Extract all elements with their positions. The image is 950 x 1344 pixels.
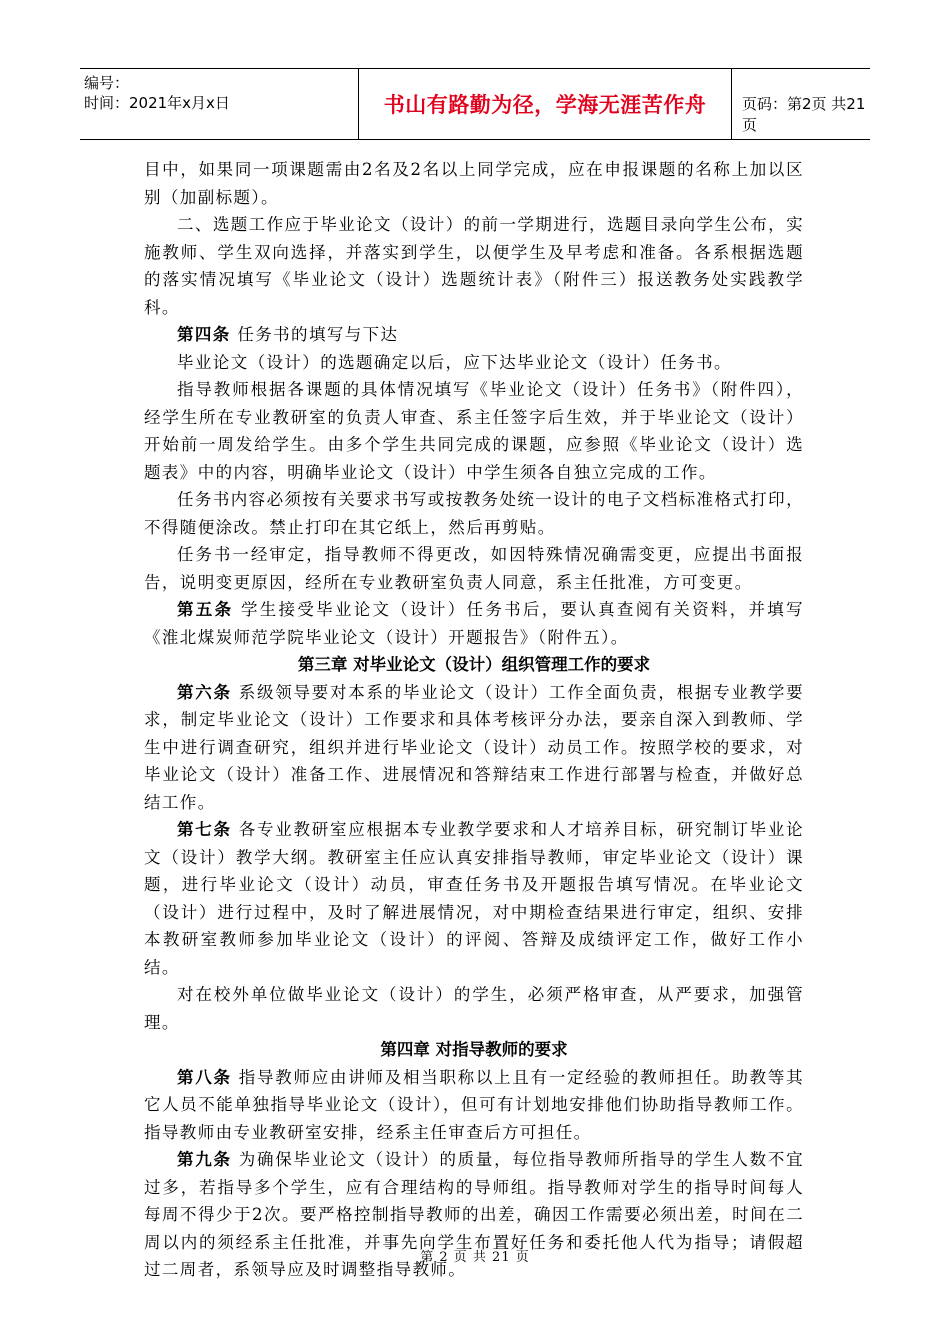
article-title: 第九条 bbox=[177, 1150, 232, 1169]
header-number-label: 编号： bbox=[84, 74, 130, 92]
chapter-heading: 第三章 对毕业论文（设计）组织管理工作的要求 bbox=[297, 655, 651, 674]
paragraph: 目中，如果同一项课题需由2名及2名以上同学完成，应在申报课题的名称上加以区别（加副标题）。 bbox=[144, 160, 804, 207]
paragraph: 任务书一经审定，指导教师不得更改，如因特殊情况确需变更，应提出书面报告，说明变更原因，经所在专业教研室负责人同意，系主任批准，方可变更。 bbox=[144, 545, 804, 592]
article-text: 学生接受毕业论文（设计）任务书后，要认真查阅有关资料，并填写《淮北煤炭师范学院毕业论文（设计）开题报告》（附件五）。 bbox=[144, 600, 804, 647]
paragraph: 对在校外单位做毕业论文（设计）的学生，必须严格审查，从严要求，加强管理。 bbox=[144, 985, 804, 1032]
article-title: 第八条 bbox=[177, 1067, 232, 1087]
header-page-label: 页码：第2页 共21页 bbox=[742, 95, 866, 134]
article-5 bbox=[144, 596, 804, 651]
page-footer: 第 2 页 共 21 页 bbox=[420, 1250, 530, 1265]
header-meta bbox=[84, 73, 284, 135]
paragraph: 任务书内容必须按有关要求书写或按教务处统一设计的电子文档标准格式打印，不得随便涂改。禁止打印在其它纸上，然后再剪贴。 bbox=[144, 490, 804, 537]
header-motto: 书山有路勤为径，学海无涯苦作舟 bbox=[358, 69, 732, 139]
article-title: 第六条 bbox=[177, 682, 232, 702]
document-body bbox=[144, 156, 804, 1284]
article-text: 指导教师应由讲师及相当职称以上且有一定经验的教师担任。助教等其它人员不能单独指导毕业论文（设计），但可有计划地安排他们协助指导教师工作。指导教师由专业教研室安排，经系主任审查后方可担任。 bbox=[144, 1067, 805, 1142]
article-text: 系级领导要对本系的毕业论文（设计）工作全面负责，根据专业教学要求，制定毕业论文（设计）工作要求和具体考核评分办法，要亲自深入到教师、学生中进行调查研究，组织并进行毕业论文（设计）动员工作。按照学校的要求，对毕业论文（设计）准备工作、进展情况和答辩结束工作进行部署与检查，并做好总结工作。 bbox=[144, 682, 805, 812]
article-title: 第七条 bbox=[177, 820, 232, 839]
article-text: 各专业教研室应根据本专业教学要求和人才培养目标，研究制订毕业论文（设计）教学大纲。教研室主任应认真安排指导教师，审定毕业论文（设计）课题，进行毕业论文（设计）动员，审查任务书及开题报告填写情况。在毕业论文（设计）进行过程中，及时了解进展情况，对中期检查结果进行审定，组织、安排本教研室教师参加毕业论文（设计）的评阅、答辩及成绩评定工作，做好工作小结。 bbox=[144, 820, 805, 977]
paragraph: 指导教师根据各课题的具体情况填写《毕业论文（设计）任务书》（附件四），经学生所在专业教研室的负责人审查、系主任签字后生效，并于毕业论文（设计）开始前一周发给学生。由多个学生共同完成的课题，应参照《毕业论文（设计）选题表》中的内容，明确毕业论文（设计）中学生须各自独立完成的工作。 bbox=[144, 380, 804, 482]
paragraph: 毕业论文（设计）的选题确定以后，应下达毕业论文（设计）任务书。 bbox=[177, 352, 732, 372]
article-8 bbox=[144, 1064, 804, 1147]
article-4 bbox=[144, 321, 804, 349]
article-6 bbox=[144, 679, 804, 817]
article-text: 为确保毕业论文（设计）的质量，每位指导教师所指导的学生人数不宜过多，若指导多个学生，应有合理结构的导师组。指导教师对学生的指导时间每人每周不得少于2次。要严格控制指导教师的出差，确因工作需要必须出差，时间在二周以内的须经系主任批准，并事先向学生布置好任务和委托他人代为指导；请假超过二周者，系领导应及时调整指导教师。 bbox=[144, 1150, 805, 1279]
page-header bbox=[80, 68, 870, 140]
article-7 bbox=[144, 816, 804, 981]
article-title: 第四条 bbox=[177, 325, 231, 344]
header-time-label: 时间：2021年x月x日 bbox=[84, 94, 230, 112]
paragraph: 二、选题工作应于毕业论文（设计）的前一学期进行，选题目录向学生公布，实施教师、学生双向选择，并落实到学生，以便学生及早考虑和准备。各系根据选题的落实情况填写《毕业论文（设计）选题统计表》（附件三）报送教务处实践教学科。 bbox=[144, 215, 804, 317]
article-title: 第五条 bbox=[177, 600, 234, 619]
article-text: 任务书的填写与下达 bbox=[230, 325, 399, 344]
chapter-heading: 第四章 对指导教师的要求 bbox=[380, 1040, 568, 1059]
